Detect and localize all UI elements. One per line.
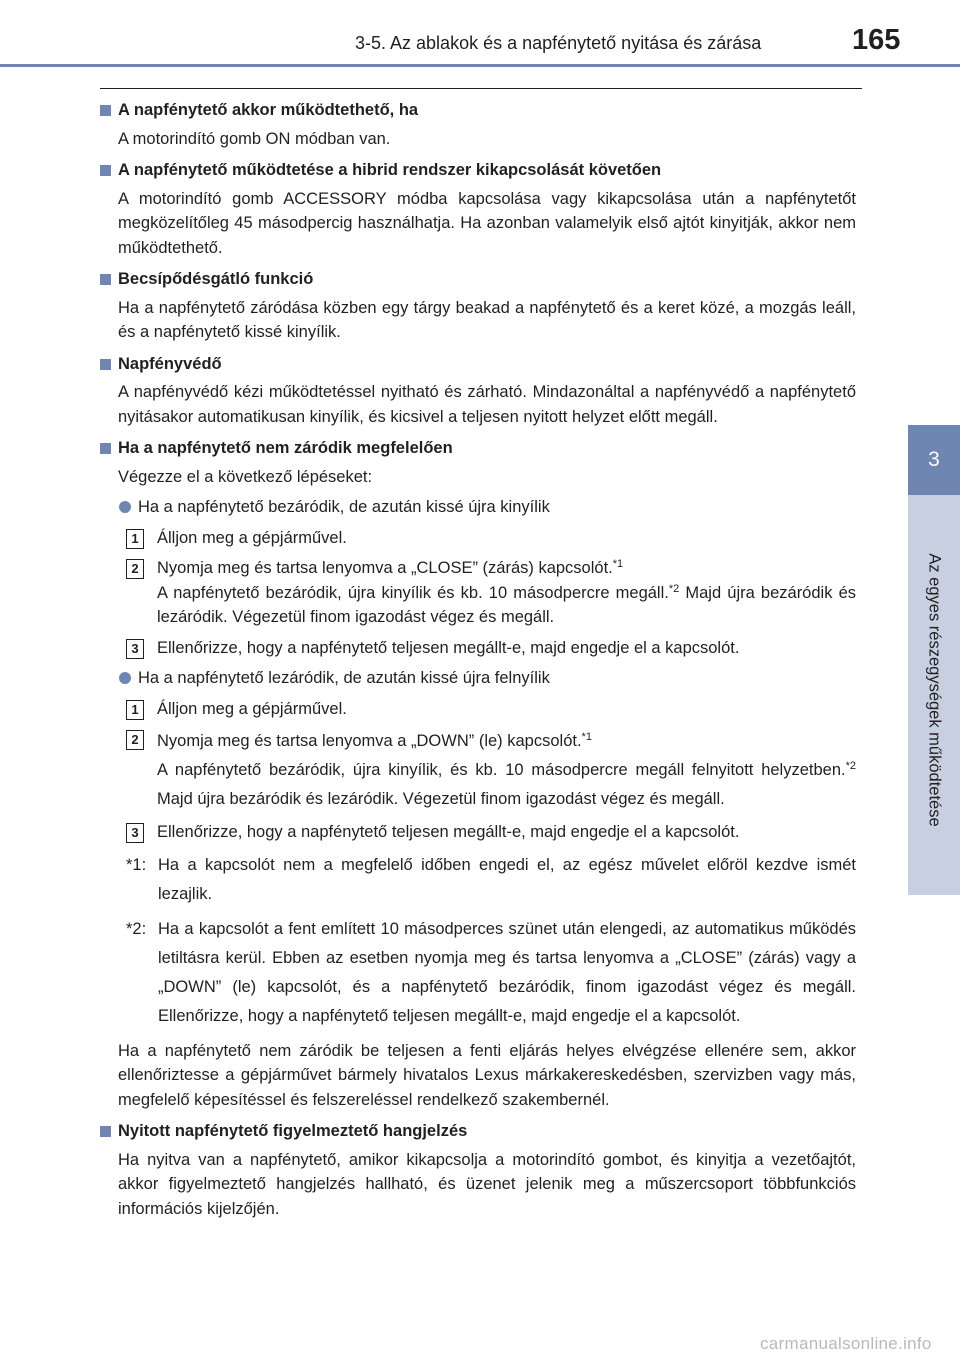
section-warning [100, 1119, 856, 1221]
square-bullet-icon [100, 274, 111, 285]
section [100, 98, 856, 151]
footnote-marker: *1: [126, 855, 147, 874]
section-heading-text: Napfényvédő [118, 354, 222, 373]
chapter-number: 3 [928, 448, 940, 471]
case-1-title: Ha a napfénytető bezáródik, de azután kissé újra kinyílik [100, 495, 856, 520]
header-title: 3-5. Az ablakok és a napfénytető nyitása és zárása [355, 33, 762, 53]
section-heading-text: Ha a napfénytető nem záródik megfelelően [118, 439, 453, 457]
step-number-box: 2 [126, 730, 144, 750]
section-body: Ha nyitva van a napfénytető, amikor kikapcsolja a motorindító gombot, és kinyitja a vezetőajtót, akkor figyelmeztető hangjelzés hallható, és üzenet jelenik meg a műszercsoport többfunkciós információs kijelzőjén. [118, 1150, 856, 1218]
section-heading [100, 1119, 856, 1144]
step-line: Nyomja meg és tartsa lenyomva a „DOWN” (le) kapcsolót.$^{*1}$ [157, 730, 592, 750]
section-heading [100, 436, 856, 461]
section-heading-text: A napfénytető működtetése a hibrid rendszer kikapcsolását követően [118, 161, 662, 179]
section-not-closing [100, 436, 856, 1112]
footnote-ref: *1 [581, 730, 592, 743]
section [100, 352, 856, 430]
page-content [100, 98, 856, 1228]
square-bullet-icon [100, 443, 111, 454]
section-body: A napfényvédő kézi működtetéssel nyitható és zárható. Mindazonáltal a napfényvédő a napfénytető nyitásakor automatikusan kinyílik, és kicsivel a teljesen nyitott helyzet előtt megáll. [118, 383, 856, 426]
content-rule [100, 88, 862, 89]
section-body: A motorindító gomb ON módban van. [118, 129, 391, 148]
round-bullet-icon [119, 672, 131, 684]
case-2-title: Ha a napfénytető lezáródik, de azután kissé újra felnyílik [100, 666, 856, 691]
step-number-box: 2 [126, 559, 144, 579]
section-heading-text: A napfénytető akkor működtethető, ha [118, 101, 419, 119]
step-number-box: 3 [126, 823, 144, 843]
step-line: Nyomja meg és tartsa lenyomva a „CLOSE” (zárás) kapcsolót.$^{*1}$ [157, 557, 624, 577]
case-1-step-1: 1 Álljon meg a gépjárművel. [100, 526, 856, 551]
section-heading [100, 267, 856, 292]
chapter-tab[interactable] [908, 425, 960, 495]
section-body: Ha a napfénytető záródása közben egy tárgy beakad a napfénytető és a keret közé, a mozgás leáll, és a napfénytető kissé kinyílik. [118, 298, 856, 341]
footnote-1: *1: Ha a kapcsolót nem a megfelelő időben engedi el, az egész művelet előröl kezdve ismét lezajlik. [100, 851, 856, 909]
case-1-step-3: 3 Ellenőrizze, hogy a napfénytető teljesen megállt-e, majd engedje el a kapcsolót. [100, 636, 856, 661]
square-bullet-icon [100, 1126, 111, 1137]
square-bullet-icon [100, 105, 111, 116]
section-heading [100, 158, 856, 183]
round-bullet-icon [119, 501, 131, 513]
step-number-box: 3 [126, 639, 144, 659]
section-heading [100, 352, 856, 377]
section-heading-text: Becsípődésgátló funkció [118, 270, 314, 288]
header-rule [0, 64, 960, 67]
watermark: carmanualsonline.info [760, 1334, 932, 1353]
case-2-step-2: 2 Nyomja meg és tartsa lenyomva a „DOWN” (le) kapcsolót.$^{*1}$ A napfénytető bezáródik, újra kinyílik, és kb. 10 másodpercre megáll felnyitott helyzetben.$^{*2}$ Majd újra bezáródik és lezáródik. Végezetül finom igazodást végez és megáll. [100, 727, 856, 814]
closing-paragraph: Ha a napfénytető nem záródik be teljesen a fenti eljárás helyes elvégzése ellenére sem, akkor ellenőriztesse a gépjárművet bármely hivatalos Lexus márkakereskedésben, szervizben vagy más, megfelelő képesítéssel és felszereléssel rendelkező szakembernél. [118, 1041, 856, 1109]
page-number: 165 [852, 24, 901, 56]
page-header [0, 0, 960, 70]
section [100, 158, 856, 260]
section-heading-text: Nyitott napfénytető figyelmeztető hangjelzés [118, 1122, 468, 1140]
section-heading [100, 98, 856, 123]
case-2-step-1: 1 Álljon meg a gépjárművel. [100, 697, 856, 722]
section-intro: Végezze el a következő lépéseket: [118, 467, 373, 486]
footnote-marker: *2: [126, 919, 147, 938]
footnote-ref: *2 [668, 582, 680, 595]
footnote-ref: *1 [612, 557, 624, 570]
section-body: A motorindító gomb ACCESSORY módba kapcsolása vagy kikapcsolása után a napfénytetőt megközelítőleg 45 másodpercig használhatja. Ha azonban valamelyik első ajtót kinyitják, akkor nem működtethető. [118, 189, 856, 257]
chapter-label: Az egyes részegységek működtetése [925, 553, 944, 827]
footnote-2: *2: Ha a kapcsolót a fent említett 10 másodperces szünet után elengedi, az automatikus működés letiltásra kerül. Ebben az esetben nyomja meg és tartsa lenyomva a „CLOSE” (zárás) vagy a „DOWN” (le) kapcsolót, és a napfénytető bezáródik, finom igazodást végez és megáll. Ellenőrizze, hogy a napfénytető teljesen megállt-e, majd engedje el a kapcsolót. [100, 915, 856, 1031]
step-number-box: 1 [126, 529, 144, 549]
step-number-box: 1 [126, 700, 144, 720]
section [100, 267, 856, 345]
case-1-step-2: 2 Nyomja meg és tartsa lenyomva a „CLOSE” (zárás) kapcsolót.$^{*1}$ A napfénytető bezáródik, újra kinyílik és kb. 10 másodpercre megáll.$^{*2}$ Majd újra bezáródik és lezáródik. Végezetül finom igazodást végez és megáll. [100, 556, 856, 630]
square-bullet-icon [100, 165, 111, 176]
square-bullet-icon [100, 359, 111, 370]
footnote-ref: *2 [845, 759, 856, 772]
case-2-step-3: 3 Ellenőrizze, hogy a napfénytető teljesen megállt-e, majd engedje el a kapcsolót. [100, 820, 856, 845]
